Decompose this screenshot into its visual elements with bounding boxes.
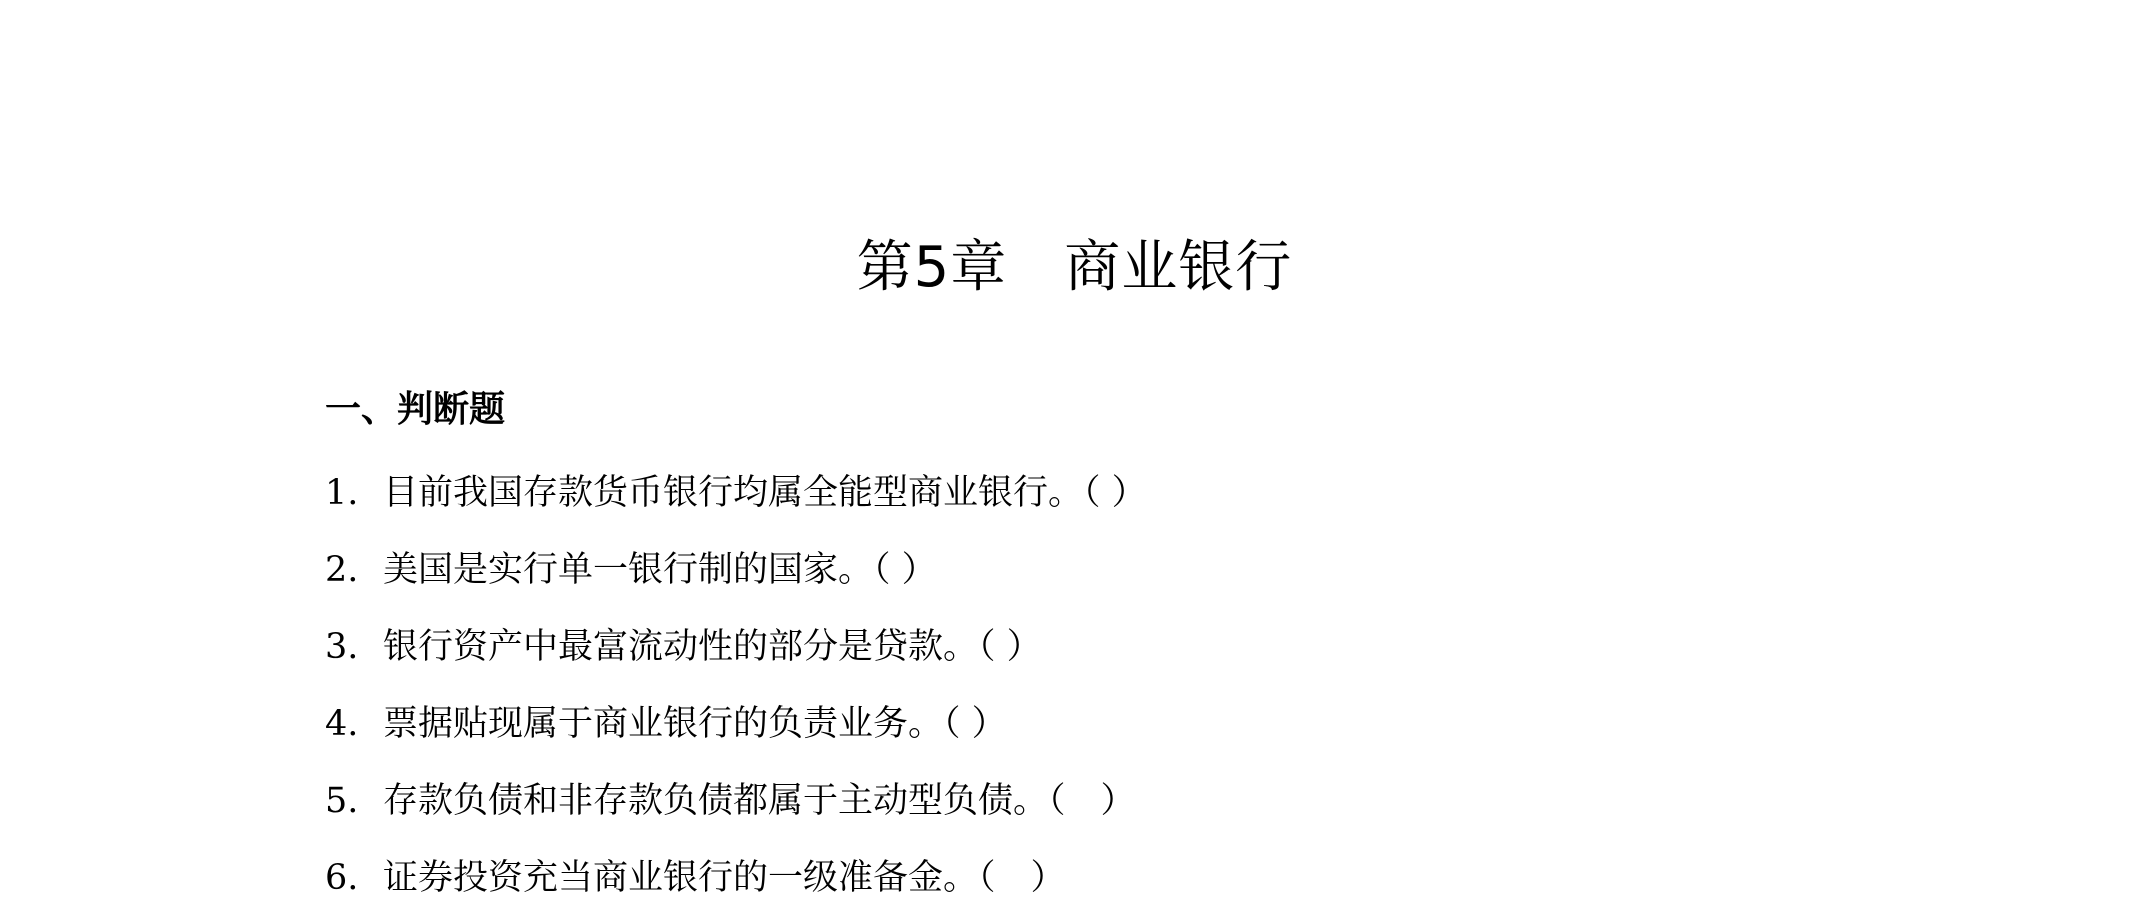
section-heading: 一、判断题	[325, 389, 506, 430]
question-number: 2.	[325, 550, 359, 590]
question-text: 证券投资充当商业银行的一级准备金。（ ）	[383, 858, 1066, 898]
question-text: 目前我国存款货币银行均属全能型商业银行。（ ）	[383, 473, 1147, 513]
question-text: 票据贴现属于商业银行的负责业务。（ ）	[383, 704, 1007, 744]
question-text: 存款负债和非存款负债都属于主动型负债。（ ）	[383, 781, 1136, 821]
question-item	[325, 840, 1147, 917]
question-item	[325, 532, 1147, 609]
question-item	[325, 686, 1147, 763]
question-number: 1.	[325, 473, 359, 513]
question-text: 银行资产中最富流动性的部分是贷款。（ ）	[383, 627, 1042, 667]
question-list	[325, 455, 1147, 917]
question-item	[325, 763, 1147, 840]
question-text: 美国是实行单一银行制的国家。（ ）	[383, 550, 937, 590]
question-number: 5.	[325, 781, 359, 821]
question-number: 4.	[325, 704, 359, 744]
question-item	[325, 609, 1147, 686]
chapter-title: 第5章 商业银行	[856, 235, 1293, 300]
question-number: 3.	[325, 627, 359, 667]
question-item	[325, 455, 1147, 532]
question-number: 6.	[325, 858, 359, 898]
